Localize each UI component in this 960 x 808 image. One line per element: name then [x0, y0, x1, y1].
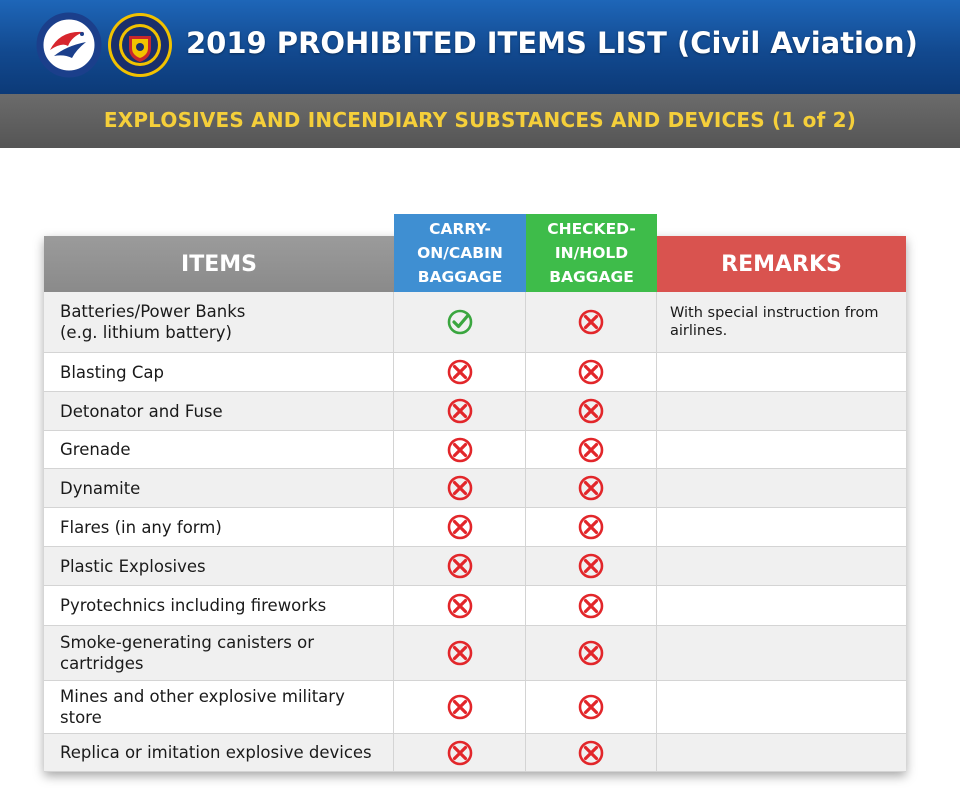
prohibited-x-icon	[577, 552, 605, 580]
remarks-cell	[657, 681, 906, 733]
item-name: Replica or imitation explosive devices	[60, 743, 372, 762]
checked-in-status-cell	[526, 547, 657, 585]
checked-in-status-cell	[526, 681, 657, 733]
item-cell	[44, 392, 394, 430]
prohibited-x-icon	[577, 436, 605, 464]
remarks-cell	[657, 508, 906, 546]
carry-on-status-cell	[394, 734, 526, 771]
remarks-cell	[657, 431, 906, 468]
remarks-cell: With special instruction from airlines.	[670, 305, 879, 339]
checked-in-status-cell	[526, 586, 657, 625]
column-header-checked-in: CHECKED-IN/HOLD BAGGAGE	[526, 214, 657, 292]
carry-on-status-cell	[394, 353, 526, 391]
prohibited-x-icon	[446, 552, 474, 580]
prohibited-x-icon	[577, 308, 605, 336]
item-name: Dynamite	[60, 478, 141, 498]
prohibited-x-icon	[446, 513, 474, 541]
checked-in-status-cell	[526, 292, 657, 352]
page-title: 2019 PROHIBITED ITEMS LIST (Civil Aviation)	[186, 26, 918, 60]
table-row	[44, 586, 906, 626]
table-row	[44, 508, 906, 547]
check-icon	[446, 308, 474, 336]
checked-in-status-cell	[526, 734, 657, 771]
prohibited-x-icon	[446, 436, 474, 464]
table-row	[44, 734, 906, 772]
column-header-carry-on: CARRY-ON/CABIN BAGGAGE	[394, 214, 526, 292]
prohibited-x-icon	[446, 397, 474, 425]
table-row	[44, 547, 906, 586]
item-cell	[44, 431, 394, 468]
checked-in-status-cell	[526, 431, 657, 468]
carry-on-status-cell	[394, 292, 526, 352]
table-row	[44, 392, 906, 431]
carry-on-status-cell	[394, 626, 526, 680]
table-row	[44, 292, 906, 353]
carry-on-status-cell	[394, 681, 526, 733]
item-name-line2: cartridges	[60, 654, 144, 673]
item-name: Mines and other explosive military	[60, 687, 345, 706]
item-name: Grenade	[60, 440, 131, 459]
remarks-cell	[657, 547, 906, 585]
remarks-cell	[657, 586, 906, 625]
dotr-logo-icon	[36, 12, 102, 78]
prohibited-x-icon	[577, 739, 605, 767]
category-title: EXPLOSIVES AND INCENDIARY SUBSTANCES AND DEVICES (1 of 2)	[103, 108, 857, 132]
carry-on-status-cell	[394, 586, 526, 625]
item-name: Flares (in any form)	[60, 517, 222, 537]
prohibited-x-icon	[577, 513, 605, 541]
checked-in-status-cell	[526, 392, 657, 430]
checked-in-status-cell	[526, 353, 657, 391]
item-cell	[44, 469, 394, 507]
prohibited-x-icon	[577, 358, 605, 386]
item-cell	[44, 681, 394, 733]
item-name: Pyrotechnics including fireworks	[60, 596, 327, 615]
remarks-cell	[657, 734, 906, 771]
item-name: Detonator and Fuse	[60, 401, 223, 421]
prohibited-x-icon	[446, 358, 474, 386]
remarks-cell	[657, 353, 906, 391]
checked-in-status-cell	[526, 508, 657, 546]
prohibited-x-icon	[446, 639, 474, 667]
prohibited-x-icon	[446, 693, 474, 721]
table-row	[44, 431, 906, 469]
column-header-items: ITEMS	[44, 236, 394, 292]
prohibited-x-icon	[577, 693, 605, 721]
item-cell	[44, 626, 394, 680]
prohibited-x-icon	[577, 639, 605, 667]
table-row	[44, 681, 906, 734]
table-row	[44, 626, 906, 681]
checked-in-status-cell	[526, 626, 657, 680]
prohibited-x-icon	[577, 474, 605, 502]
item-cell	[44, 547, 394, 585]
prohibited-x-icon	[446, 739, 474, 767]
table-row	[44, 469, 906, 508]
item-name-line2: (e.g. lithium battery)	[60, 323, 232, 342]
prohibited-x-icon	[446, 474, 474, 502]
prohibited-x-icon	[577, 397, 605, 425]
item-cell	[44, 508, 394, 546]
item-name-line2: store	[60, 708, 102, 727]
item-cell	[44, 734, 394, 771]
item-name: Smoke-generating canisters or	[60, 633, 315, 652]
prohibited-x-icon	[577, 592, 605, 620]
ots-logo-icon	[107, 12, 173, 78]
remarks-cell	[657, 469, 906, 507]
remarks-cell	[657, 626, 906, 680]
carry-on-status-cell	[394, 431, 526, 468]
table-row	[44, 353, 906, 392]
prohibited-x-icon	[446, 592, 474, 620]
item-name: Blasting Cap	[60, 362, 164, 382]
checked-in-status-cell	[526, 469, 657, 507]
carry-on-status-cell	[394, 392, 526, 430]
item-cell	[44, 292, 394, 352]
remarks-cell	[657, 392, 906, 430]
carry-on-status-cell	[394, 469, 526, 507]
item-cell	[44, 353, 394, 391]
item-cell	[44, 586, 394, 625]
carry-on-status-cell	[394, 547, 526, 585]
item-name: Plastic Explosives	[60, 556, 206, 576]
column-header-remarks: REMARKS	[657, 236, 906, 292]
item-name: Batteries/Power Banks	[60, 302, 246, 321]
carry-on-status-cell	[394, 508, 526, 546]
